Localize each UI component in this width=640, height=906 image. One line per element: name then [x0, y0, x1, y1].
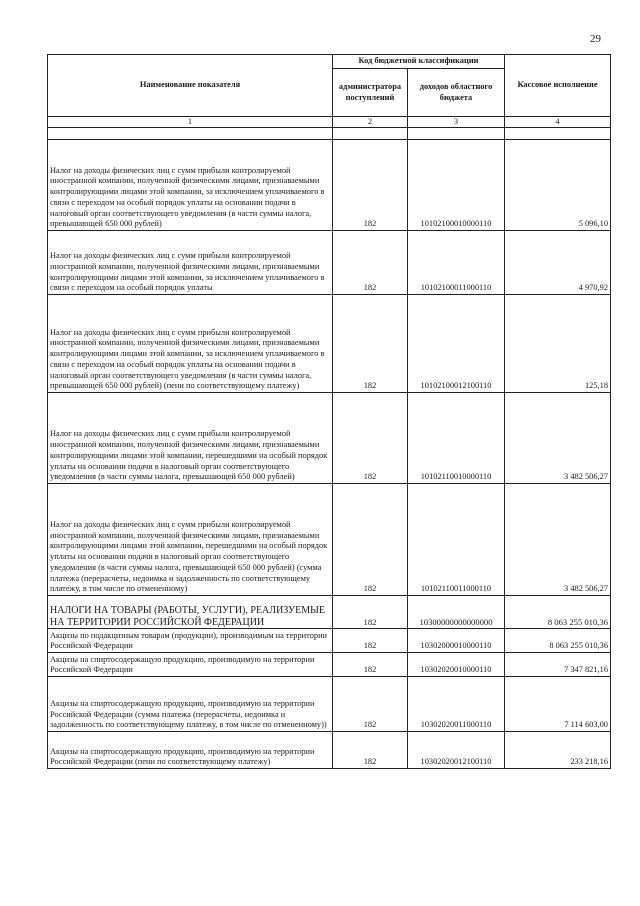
- table-row: [48, 653, 611, 677]
- budget-execution-table: [47, 54, 611, 769]
- spacer-cell: [48, 128, 333, 140]
- row-name: Акцизы на спиртосодержащую продукцию, производимую на территории Российской Федерации (пени по соответствующему платежу): [48, 732, 333, 769]
- col-number-4: 4: [505, 117, 611, 128]
- spacer-cell: [505, 128, 611, 140]
- row-name: Акцизы по подакцизным товарам (продукции), производимым на территории Российской Федерации: [48, 629, 333, 653]
- header-indicator-name: Наименование показателя: [48, 55, 333, 117]
- table-row: [48, 629, 611, 653]
- table-row: [48, 677, 611, 732]
- row-budget-code: 10102100010000110: [408, 140, 505, 231]
- row-amount: 8 063 255 010,36: [505, 596, 611, 629]
- row-budget-code: 10302020011000110: [408, 677, 505, 732]
- row-admin-code: 182: [333, 484, 408, 596]
- header-admin-col: администратора поступлений: [333, 69, 408, 117]
- page-number: 29: [590, 33, 601, 45]
- row-admin-code: 182: [333, 393, 408, 484]
- row-name: Акцизы на спиртосодержащую продукцию, производимую на территории Российской Федерации: [48, 653, 333, 677]
- row-name: Налог на доходы физических лиц с сумм прибыли контролируемой иностранной компании, полученной физическими лицами, признаваемыми контролирующими лицами этой компании, перешедшими на особый порядок уплаты на основании подачи в налоговый орган соответствующего уведомления (в части суммы налога, превышающей 650 000 рублей) (сумма платежа (перерасчеты, недоимка и задолженность по соответствующему платежу, в том числе по отмененному): [48, 484, 333, 596]
- header-budget-code: Код бюджетной классификации: [333, 55, 505, 69]
- table-row: [48, 484, 611, 596]
- row-amount: 7 347 821,16: [505, 653, 611, 677]
- row-amount: 8 063 255 010,36: [505, 629, 611, 653]
- row-name: НАЛОГИ НА ТОВАРЫ (РАБОТЫ, УСЛУГИ), РЕАЛИЗУЕМЫЕ НА ТЕРРИТОРИИ РОССИЙСКОЙ ФЕДЕРАЦИИ: [48, 596, 333, 629]
- row-amount: 7 114 603,00: [505, 677, 611, 732]
- row-budget-code: 10102110010000110: [408, 393, 505, 484]
- col-number-1: 1: [48, 117, 333, 128]
- table-row: [48, 231, 611, 295]
- spacer-cell: [333, 128, 408, 140]
- row-admin-code: 182: [333, 140, 408, 231]
- table-row: [48, 393, 611, 484]
- header-income-col: доходов областного бюджета: [408, 69, 505, 117]
- row-name: Налог на доходы физических лиц с сумм прибыли контролируемой иностранной компании, полученной физическими лицами, признаваемыми контролирующими лицами этой компании, перешедшими на особый порядок уплаты на основании подачи в налоговый орган соответствующего уведомления (в части суммы налога, превышающей 650 000 рублей): [48, 393, 333, 484]
- table-row: [48, 732, 611, 769]
- row-budget-code: 10302020010000110: [408, 653, 505, 677]
- row-name: Налог на доходы физических лиц с сумм прибыли контролируемой иностранной компании, полученной физическими лицами, признаваемыми контролирующими лицами этой компании, за исключением уплачиваемого в связи с переходом на особый порядок уплаты на основании подачи в налоговый орган соответствующего уведомления (в части суммы налога, превышающей 650 000 рублей) (пени по соответствующему платежу): [48, 295, 333, 393]
- row-admin-code: 182: [333, 295, 408, 393]
- col-number-2: 2: [333, 117, 408, 128]
- table-row-section: [48, 596, 611, 629]
- row-budget-code: 10302020012100110: [408, 732, 505, 769]
- table-row: [48, 295, 611, 393]
- row-admin-code: 182: [333, 732, 408, 769]
- row-budget-code: 10102110011000110: [408, 484, 505, 596]
- row-amount: 5 096,10: [505, 140, 611, 231]
- header-cash-execution: Кассовое исполнение: [505, 55, 611, 117]
- row-admin-code: 182: [333, 653, 408, 677]
- row-amount: 125,18: [505, 295, 611, 393]
- spacer-cell: [408, 128, 505, 140]
- row-budget-code: 10302000010000110: [408, 629, 505, 653]
- row-admin-code: 182: [333, 677, 408, 732]
- row-name: Налог на доходы физических лиц с сумм прибыли контролируемой иностранной компании, полученной физическими лицами, признаваемыми контролирующими лицами этой компании, за исключением уплачиваемого в связи с переходом на особый порядок уплаты на основании подачи в налоговый орган соответствующего уведомления (в части суммы налога, превышающей 650 000 рублей): [48, 140, 333, 231]
- row-admin-code: 182: [333, 596, 408, 629]
- row-budget-code: 10102100012100110: [408, 295, 505, 393]
- row-budget-code: 10300000000000000: [408, 596, 505, 629]
- row-amount: 3 482 506,27: [505, 393, 611, 484]
- table-row: [48, 140, 611, 231]
- row-budget-code: 10102100011000110: [408, 231, 505, 295]
- row-amount: 233 218,16: [505, 732, 611, 769]
- row-amount: 4 970,92: [505, 231, 611, 295]
- row-amount: 3 482 506,27: [505, 484, 611, 596]
- row-admin-code: 182: [333, 629, 408, 653]
- row-admin-code: 182: [333, 231, 408, 295]
- col-number-3: 3: [408, 117, 505, 128]
- row-name: Акцизы на спиртосодержащую продукцию, производимую на территории Российской Федерации (сумма платежа (перерасчеты, недоимка и задолженность по соответствующему платежу, в том числе по отмененному)): [48, 677, 333, 732]
- row-name: Налог на доходы физических лиц с сумм прибыли контролируемой иностранной компании, полученной физическими лицами, признаваемыми контролирующими лицами этой компании, за исключением уплачиваемого в связи с переходом на особый порядок уплаты: [48, 231, 333, 295]
